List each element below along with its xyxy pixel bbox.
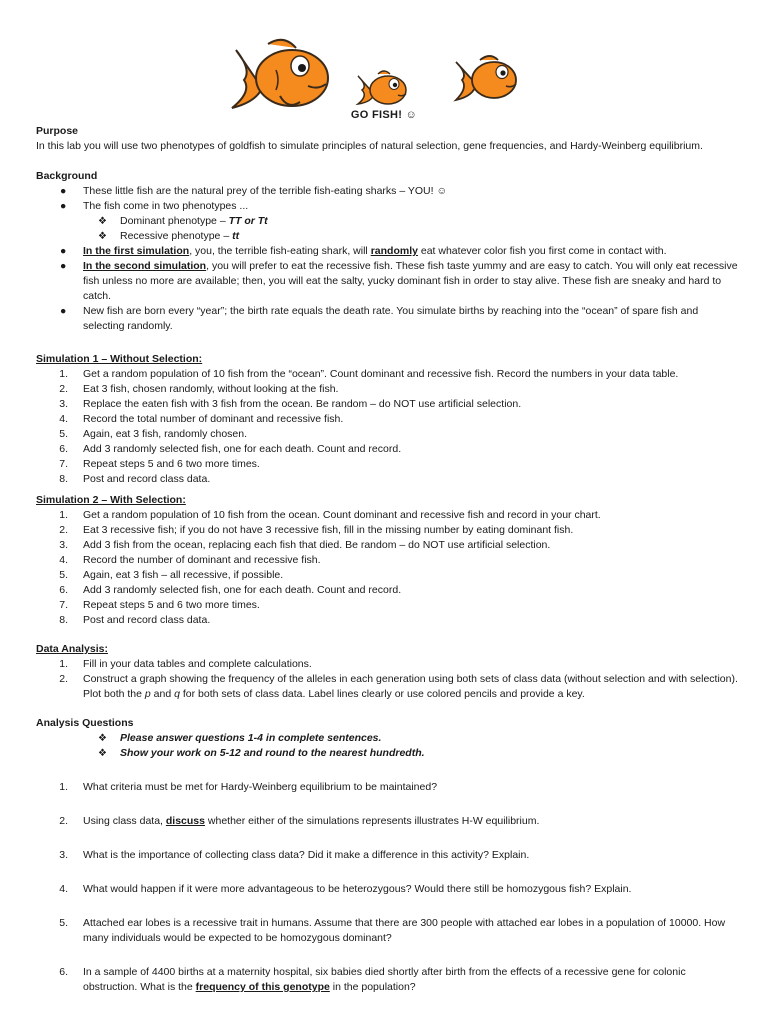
bullet-icon: ● xyxy=(60,245,67,257)
question-6: 6. In a sample of 4400 births at a maternity hospital, six babies died shortly after birth from the effects of a recessive gene for colonic obstruction. What is the frequency of this genotype in the population? xyxy=(59,966,686,993)
recessive-phenotype-item: ❖ Recessive phenotype – tt xyxy=(98,230,240,242)
list-item: 2. Eat 3 recessive fish; if you do not have 3 recessive fish, fill in the missing number by eating dominant fish. xyxy=(59,524,574,536)
medium-goldfish-icon xyxy=(452,52,520,106)
list-item: 2. Construct a graph showing the frequency of the alleles in each generation using both sets of class data (without selection and with selection). Plot both the p and q for both sets of class data. Label lines clearly or use colored pencils and provide a key. xyxy=(59,673,738,700)
dominant-phenotype-item: ❖ Dominant phenotype – TT or Tt xyxy=(98,215,268,227)
background-bullet-3: ● In the first simulation, you, the terrible fish-eating shark, will randomly eat whatever color fish you first come in contact with. xyxy=(60,245,667,257)
question-3: 3. What is the importance of collecting class data? Did it make a difference in this activity? Explain. xyxy=(59,849,530,861)
small-goldfish-icon xyxy=(354,68,410,108)
list-item: 7. Repeat steps 5 and 6 two more times. xyxy=(59,458,260,470)
background-section xyxy=(36,169,738,334)
purpose-text: In this lab you will use two phenotypes of goldfish to simulate principles of natural selection, gene frequencies, and Hardy-Weinberg equilibrium. xyxy=(36,140,703,152)
list-item: 6. Add 3 randomly selected fish, one for each death. Count and record. xyxy=(59,443,402,455)
question-2: 2. Using class data, discuss whether either of the simulations represents illustrates H-W equilibrium. xyxy=(59,815,540,827)
data-analysis-section xyxy=(36,642,738,702)
question-5: 5. Attached ear lobes is a recessive trait in humans. Assume that there are 300 people with attached ear lobes in a population of 10000. How many individuals would be expected to be homozygous dominant? xyxy=(59,917,726,944)
list-item: 7. Repeat steps 5 and 6 two more times. xyxy=(59,599,260,611)
list-item: 8. Post and record class data. xyxy=(59,473,211,485)
list-item: 2. Eat 3 fish, chosen randomly, without looking at the fish. xyxy=(59,383,339,395)
diamond-bullet-icon: ❖ xyxy=(98,216,107,227)
background-bullet-5: ● New fish are born every “year”; the birth rate equals the death rate. You simulate births by reaching into the “ocean” of spare fish and selecting randomly. xyxy=(60,305,699,332)
simulation-2-section xyxy=(36,493,738,628)
list-item: 1. Get a random population of 10 fish from the “ocean”. Count dominant and recessive fish. Record the numbers in your data table. xyxy=(59,368,679,380)
analysis-questions-heading: Analysis Questions xyxy=(36,717,134,729)
purpose-heading: Purpose xyxy=(36,125,79,137)
large-goldfish-icon xyxy=(222,36,334,114)
list-item: 1. Get a random population of 10 fish from the ocean. Count dominant and recessive fish and record in your chart. xyxy=(59,509,601,521)
diamond-bullet-icon: ❖ xyxy=(98,733,107,744)
list-item: 3. Replace the eaten fish with 3 fish from the ocean. Be random – do NOT use artificial selection. xyxy=(59,398,522,410)
list-item: 6. Add 3 randomly selected fish, one for each death. Count and record. xyxy=(59,584,402,596)
bullet-icon: ● xyxy=(60,200,67,212)
purpose-section xyxy=(36,124,738,154)
simulation-1-heading: Simulation 1 – Without Selection: xyxy=(36,353,203,365)
list-item: 3. Add 3 fish from the ocean, replacing each fish that died. Be random – do NOT use artificial selection. xyxy=(59,539,551,551)
question-1: 1. What criteria must be met for Hardy-Weinberg equilibrium to be maintained? xyxy=(59,781,438,793)
list-item: 5. Again, eat 3 fish – all recessive, if possible. xyxy=(59,569,284,581)
diamond-bullet-icon: ❖ xyxy=(98,748,107,759)
page-title: GO FISH! ☺ xyxy=(350,109,418,121)
background-bullet-4: ● In the second simulation, you will prefer to eat the recessive fish. These fish taste yummy and are easy to catch. You will only eat recessive fish unless no more are available; then, you will eat the salty, yucky dominant fish in order to stay alive. These fish are sneaky and hard to catch. xyxy=(60,260,738,302)
background-bullet-2: ● The fish come in two phenotypes ... xyxy=(60,200,249,212)
diamond-bullet-icon: ❖ xyxy=(98,231,107,242)
background-heading: Background xyxy=(36,170,98,182)
question-4: 4. What would happen if it were more advantageous to be heterozygous? Would there still be homozygous fish? Explain. xyxy=(59,883,632,895)
list-item: 5. Again, eat 3 fish, randomly chosen. xyxy=(59,428,248,440)
data-analysis-heading: Data Analysis: xyxy=(36,643,108,655)
bullet-icon: ● xyxy=(60,185,67,197)
instruction-note: ❖ Show your work on 5-12 and round to the nearest hundredth. xyxy=(98,747,425,759)
list-item: 1. Fill in your data tables and complete calculations. xyxy=(59,658,312,670)
bullet-icon: ● xyxy=(60,260,67,272)
list-item: 4. Record the total number of dominant and recessive fish. xyxy=(59,413,344,425)
list-item: 4. Record the number of dominant and recessive fish. xyxy=(59,554,321,566)
analysis-questions-section xyxy=(36,716,738,995)
simulation-1-section xyxy=(36,352,738,487)
list-item: 8. Post and record class data. xyxy=(59,614,211,626)
background-bullet-1: ● These little fish are the natural prey of the terrible fish-eating sharks – YOU! ☺ xyxy=(60,185,448,197)
bullet-icon: ● xyxy=(60,305,67,317)
simulation-2-heading: Simulation 2 – With Selection: xyxy=(36,494,186,506)
instruction-note: ❖ Please answer questions 1-4 in complete sentences. xyxy=(98,732,382,744)
